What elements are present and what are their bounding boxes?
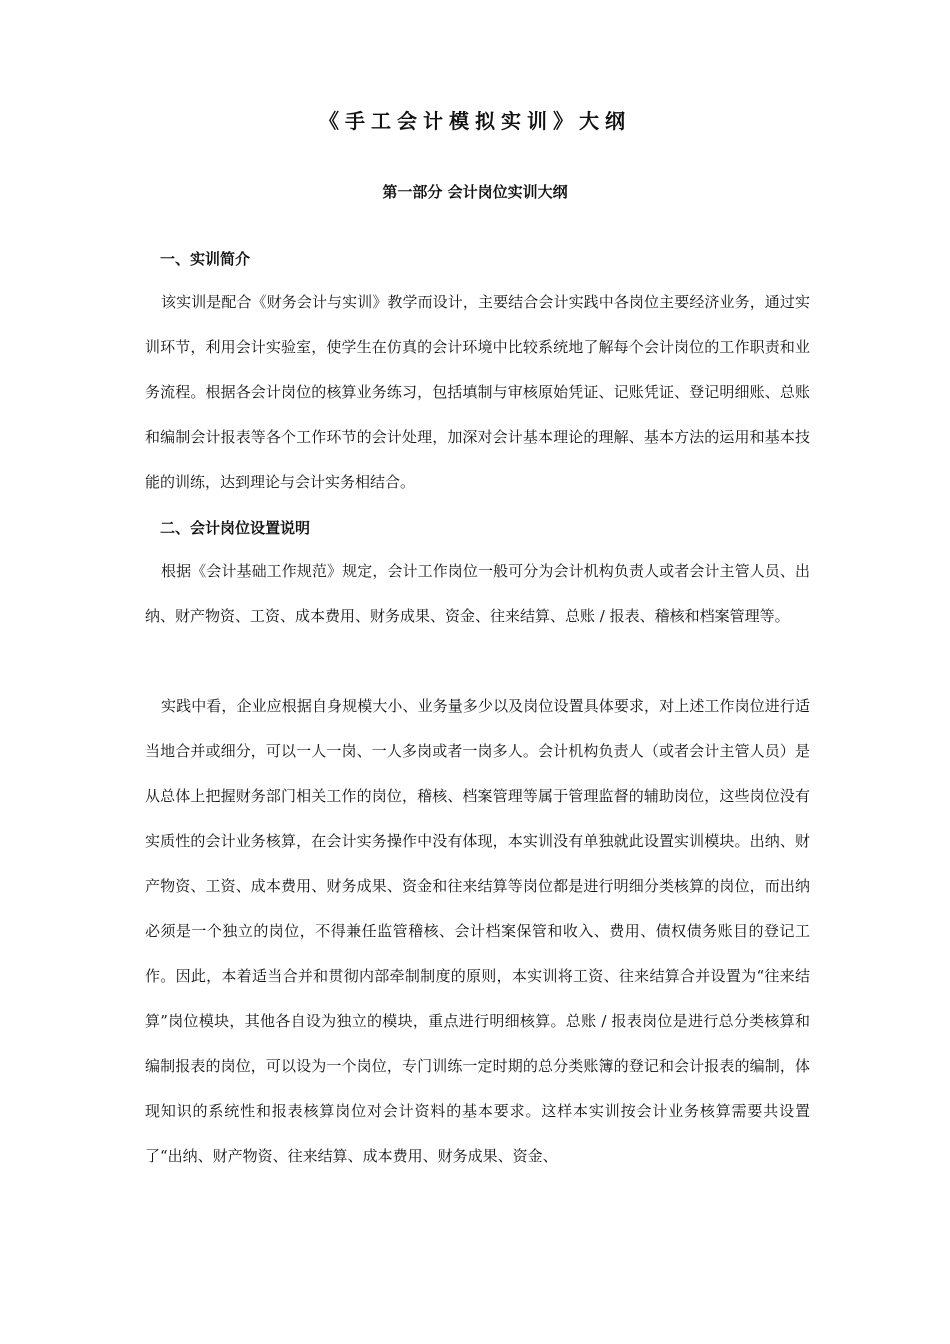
section-heading-post-setup: 二、会计岗位设置说明: [160, 519, 311, 537]
paragraph-post-setup-rules: 根据《会计基础工作规范》规定，会计工作岗位一般可分为会计机构负责人或者会计主管人员、出纳、财产物资、工资、成本费用、财务成果、资金、往来结算、总账 / 报表、稽核和档案管理等。: [145, 562, 810, 625]
section-heading-introduction: 一、实训简介: [160, 250, 251, 268]
paragraph-post-setup-practice: 实践中看，企业应根据自身规模大小、业务量多少以及岗位设置具体要求，对上述工作岗位进行适当地合并或细分，可以一人一岗、一人多岗或者一岗多人。会计机构负责人（或者会计主管人员）是从总体上把握财务部门相关工作的岗位，稽核、档案管理等属于管理监督的辅助岗位，这些岗位没有实质性的会计业务核算，在会计实务操作中没有体现，本实训没有单独就此设置实训模块。出纳、财产物资、工资、成本费用、财务成果、资金和往来结算等岗位都是进行明细分类核算的岗位，而出纳必须是一个独立的岗位，不得兼任监管稽核、会计档案保管和收入、费用、债权债务账目的登记工作。因此，本着适当合并和贯彻内部牵制制度的原则，本实训将工资、往来结算合并设置为“往来结算”岗位模块，其他各自设为独立的模块，重点进行明细核算。总账 / 报表岗位是进行总分类核算和编制报表的岗位，可以设为一个岗位，专门训练一定时期的总分类账簿的登记和会计报表的编制，体现知识的系统性和报表核算岗位对会计资料的基本要求。这样本实训按会计业务核算需要共设置了“出纳、财产物资、往来结算、成本费用、财务成果、资金、: [145, 697, 810, 1165]
part-title: 第一部分 会计岗位实训大纲: [382, 183, 568, 201]
paragraph-introduction: 该实训是配合《财务会计与实训》教学而设计，主要结合会计实践中各岗位主要经济业务，通过实训环节，利用会计实验室，使学生在仿真的会计环境中比较系统地了解每个会计岗位的工作职责和业务流程。根据各会计岗位的核算业务练习，包括填制与审核原始凭证、记账凭证、登记明细账、总账和编制会计报表等各个工作环节的会计处理，加深对会计基本理论的理解、基本方法的运用和基本技能的训练，达到理论与会计实务相结合。: [145, 293, 810, 491]
document-title: 《手工会计模拟实训》大纲: [319, 109, 631, 133]
